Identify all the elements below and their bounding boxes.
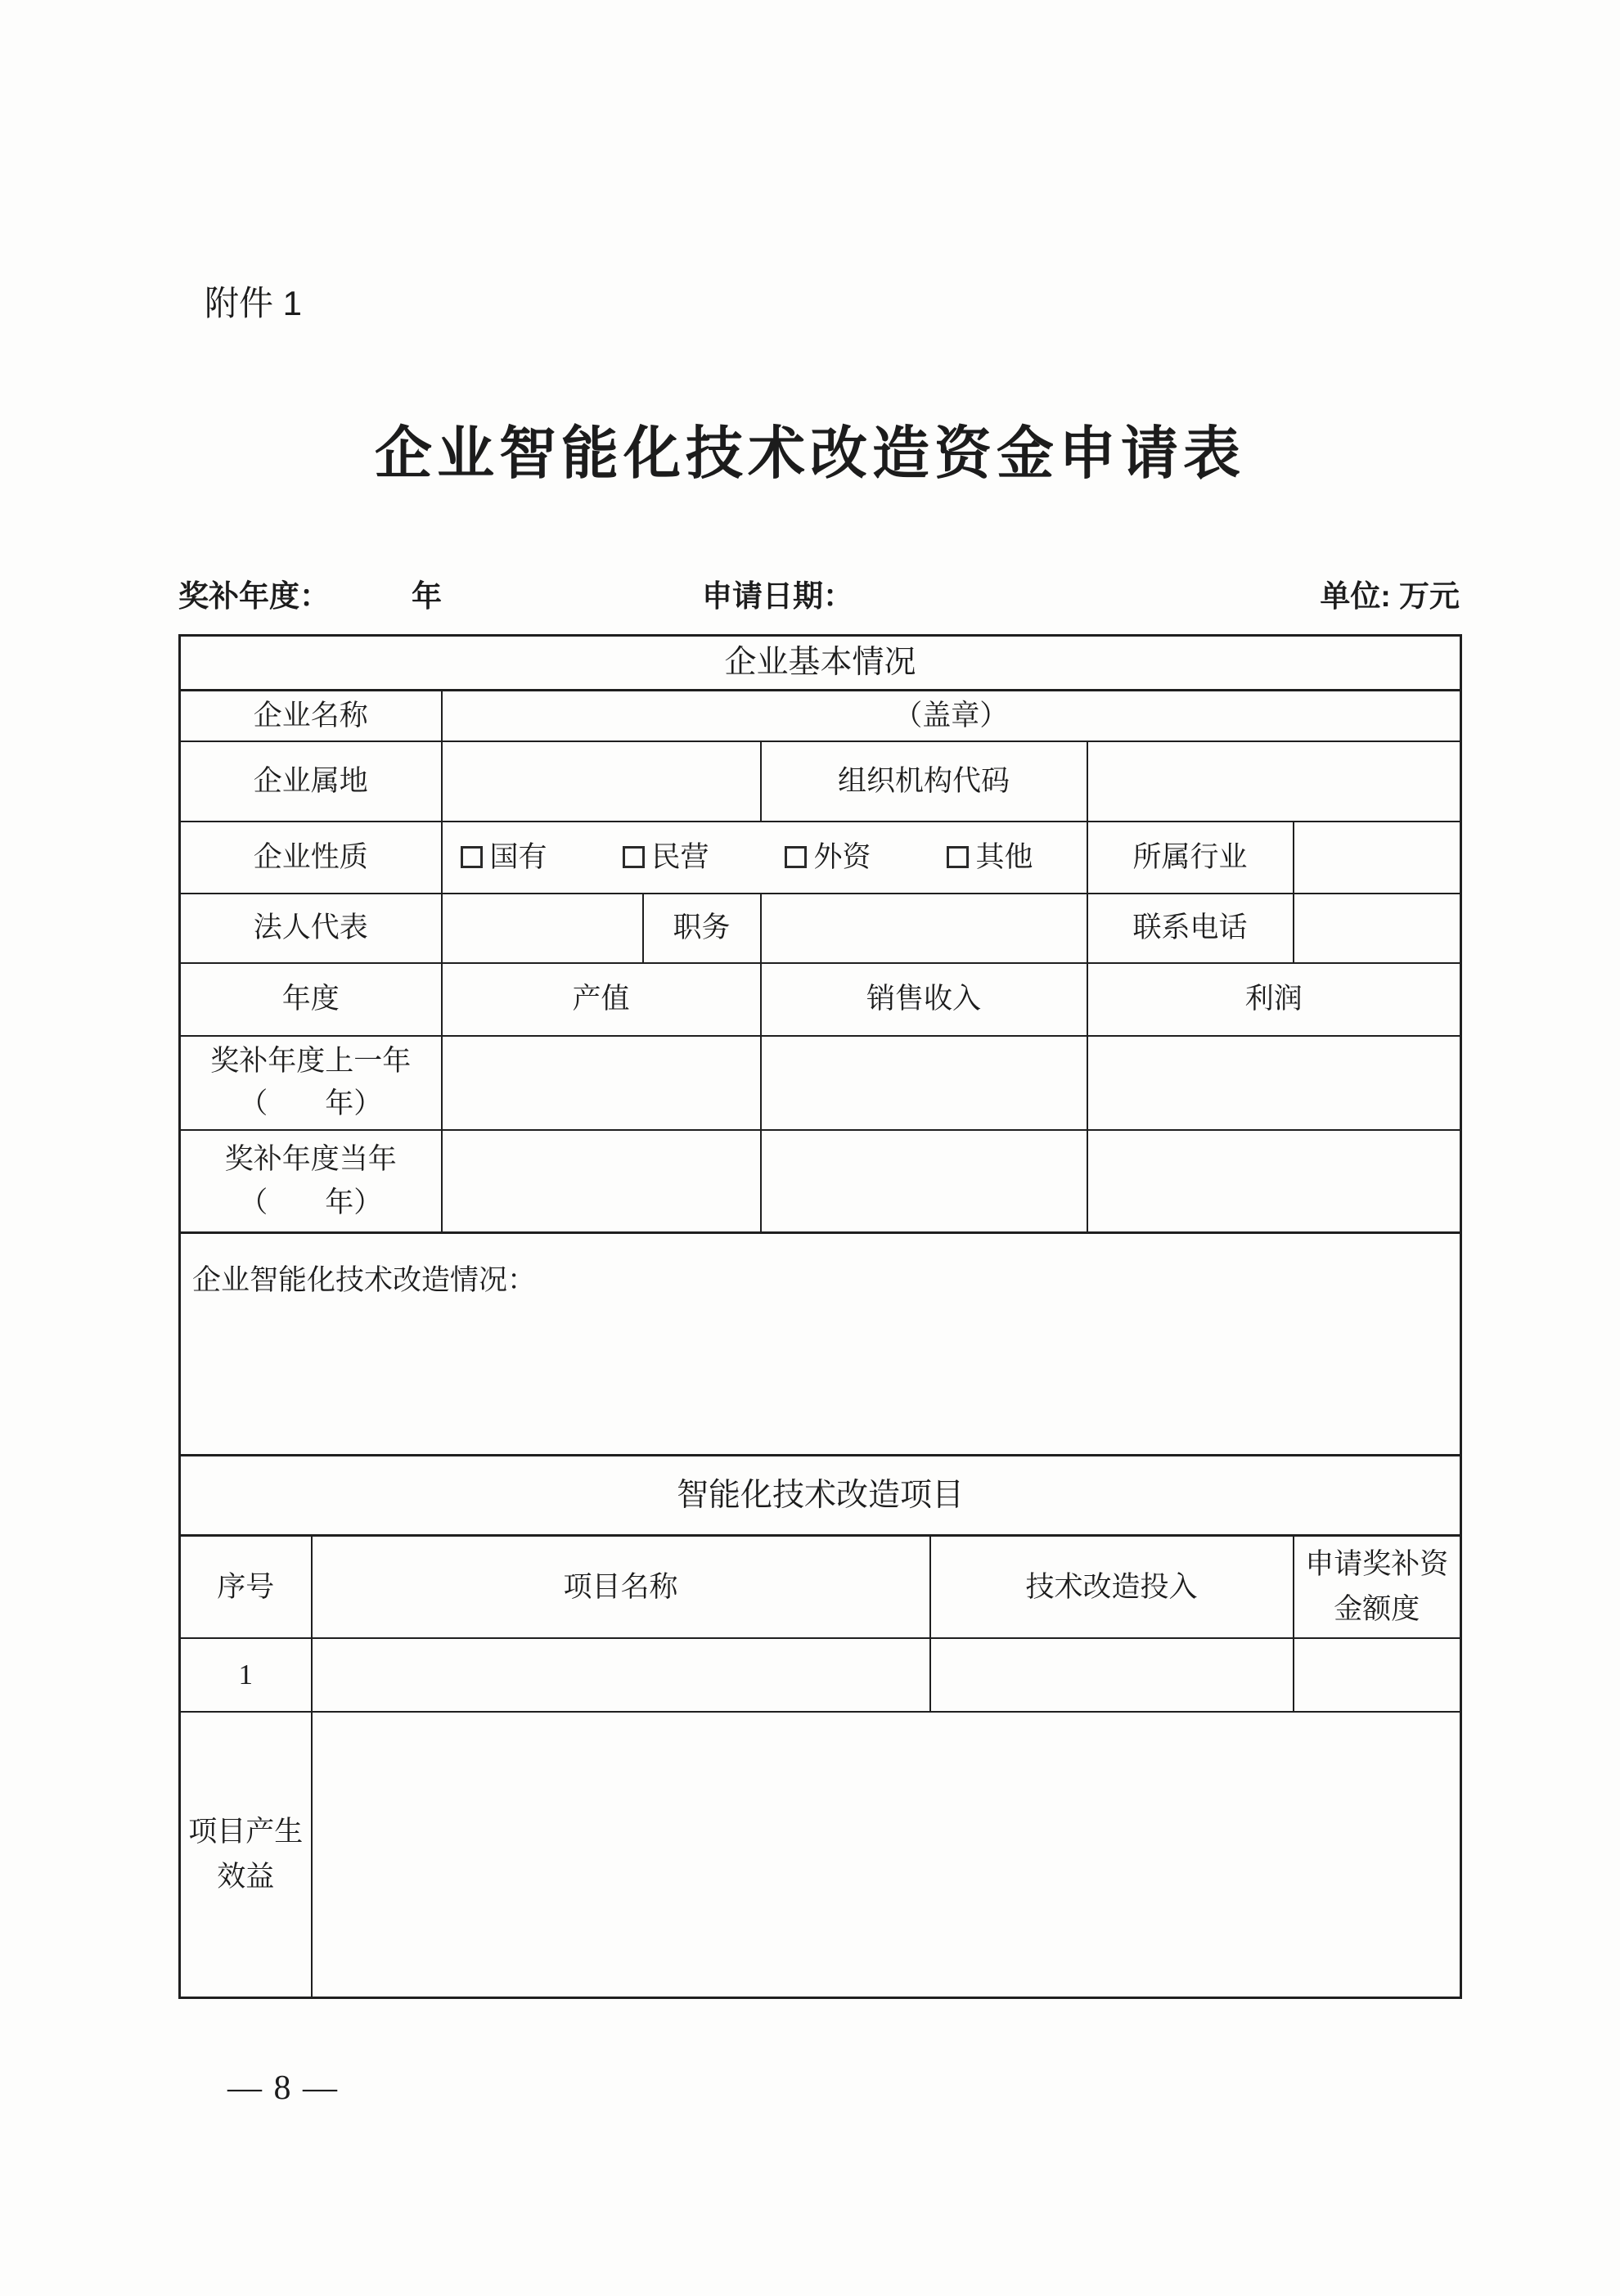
page-title: 企业智能化技术改造资金申请表 (375, 423, 1245, 486)
nature-options-cell (442, 822, 1087, 894)
current-year-label (180, 1130, 442, 1233)
finance-header-year: 年度 (180, 963, 442, 1036)
position-value (761, 894, 1087, 963)
project-header-name: 项目名称 (312, 1536, 930, 1638)
award-year-unit: 年 (412, 579, 442, 613)
tech-transformation-note-label: 企业智能化技术改造情况： (192, 1264, 537, 1297)
page-number: — 8 — (227, 2069, 339, 2107)
apply-date-label: 申请日期： (702, 579, 853, 613)
award-year-group (178, 571, 702, 615)
award-year-label: 奖补年度： (178, 579, 330, 613)
benefit-label: 项目产生效益 (180, 1712, 312, 1998)
industry-value (1294, 822, 1461, 894)
nature-option-foreign (785, 835, 871, 880)
legal-rep-label: 法人代表 (180, 894, 442, 963)
project-row-amount (1294, 1638, 1461, 1712)
unit-label: 单位: 万元 (1320, 579, 1460, 613)
phone-label: 联系电话 (1087, 894, 1294, 963)
finance-header-profit: 利润 (1087, 963, 1461, 1036)
checkbox-icon (785, 846, 807, 868)
project-header-investment: 技术改造投入 (930, 1536, 1294, 1638)
current-year-sales-value (761, 1130, 1087, 1233)
project-header-amount: 申请奖补资金额度 (1294, 1536, 1461, 1638)
tech-transformation-note-cell (180, 1233, 1461, 1456)
nature-option-label: 外资 (813, 840, 871, 873)
finance-header-sales: 销售收入 (761, 963, 1087, 1036)
project-row-name (312, 1638, 930, 1712)
current-year-output-value (442, 1130, 761, 1233)
prev-year-label-line1: 奖补年度上一年 (210, 1044, 412, 1077)
nature-options (461, 835, 1087, 880)
section-basic-info-title: 企业基本情况 (180, 636, 1461, 691)
prev-year-label (180, 1036, 442, 1130)
checkbox-icon (461, 846, 483, 868)
legal-rep-value (442, 894, 643, 963)
nature-option-private (623, 835, 709, 880)
project-header-no: 序号 (180, 1536, 312, 1638)
prev-year-output-value (442, 1036, 761, 1130)
org-code-value (1087, 741, 1461, 822)
industry-label: 所属行业 (1087, 822, 1294, 894)
section-projects-title: 智能化技术改造项目 (180, 1456, 1461, 1536)
current-year-label-line1: 奖补年度当年 (224, 1143, 397, 1176)
current-year-label-line2: （ 年） (239, 1186, 383, 1218)
checkbox-icon (947, 846, 969, 868)
nature-option-label: 国有 (489, 840, 547, 873)
finance-header-output: 产值 (442, 963, 761, 1036)
nature-option-label: 其他 (975, 840, 1033, 873)
nature-option-label: 民营 (651, 840, 709, 873)
project-row-investment (930, 1638, 1294, 1712)
company-location-label: 企业属地 (180, 741, 442, 822)
attachment-label: 附件 1 (205, 284, 303, 322)
prev-year-sales-value (761, 1036, 1087, 1130)
current-year-profit-value (1087, 1130, 1461, 1233)
company-nature-label: 企业性质 (180, 822, 442, 894)
nature-option-state-owned (461, 835, 547, 880)
prev-year-profit-value (1087, 1036, 1461, 1130)
phone-value (1294, 894, 1461, 963)
nature-option-other (947, 835, 1033, 880)
project-row-no: 1 (180, 1638, 312, 1712)
checkbox-icon (623, 846, 645, 868)
application-form-table (178, 634, 1462, 1999)
meta-row (178, 571, 1460, 615)
table-row (180, 1638, 1461, 1712)
org-code-label: 组织机构代码 (761, 741, 1087, 822)
seal-hint: （盖章） (893, 700, 1009, 732)
position-label: 职务 (643, 894, 761, 963)
prev-year-label-line2: （ 年） (239, 1087, 383, 1120)
company-location-value (442, 741, 761, 822)
benefit-value-cell (312, 1712, 1461, 1998)
company-name-label: 企业名称 (180, 691, 442, 741)
company-name-cell (442, 691, 1461, 741)
